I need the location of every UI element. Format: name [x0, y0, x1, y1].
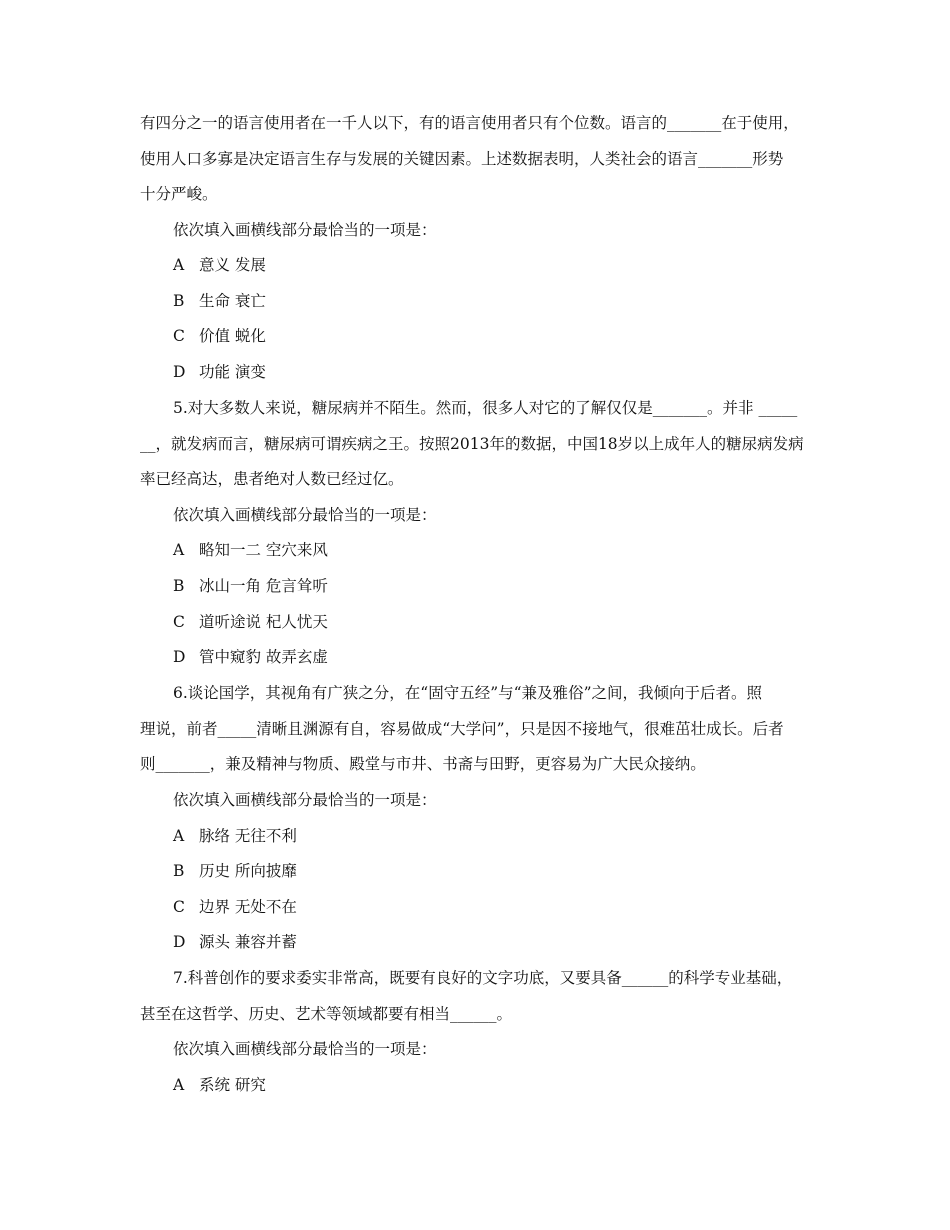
q4-stem-line-3: 十分严峻。 — [140, 185, 218, 203]
option-letter: D — [173, 648, 186, 666]
option-letter: A — [173, 1076, 185, 1094]
option-text: 管中窥豹 故弄玄虚 — [199, 648, 328, 666]
q6-stem-line-1: 6.谈论国学，其视角有广狭之分，在“固守五经”与“兼及雅俗”之间，我倾向于后者。照 — [173, 684, 762, 702]
option-letter: C — [173, 327, 185, 345]
option-text: 生命 衰亡 — [199, 292, 266, 310]
q7-stem-line-1: 7.科普创作的要求委实非常高，既要有良好的文字功底，又要具备______的科学专业基础， — [173, 969, 793, 987]
option-text: 略知一二 空穴来风 — [199, 541, 328, 559]
q5-option-c — [173, 611, 328, 633]
q6-option-a — [173, 825, 297, 847]
option-text: 功能 演变 — [199, 363, 266, 381]
option-letter: A — [173, 541, 185, 559]
q5-stem-line-3: 率已经高达，患者绝对人数已经过亿。 — [140, 470, 404, 488]
q4-option-b — [173, 290, 266, 312]
option-letter: C — [173, 898, 185, 916]
q7-prompt: 依次填入画横线部分最恰当的一项是： — [173, 1040, 437, 1058]
option-text: 源头 兼容并蓄 — [199, 933, 297, 951]
q5-option-a — [173, 539, 328, 561]
q7-stem-line-2: 甚至在这哲学、历史、艺术等领域都要有相当______。 — [140, 1005, 513, 1023]
option-letter: A — [173, 827, 185, 845]
option-letter: C — [173, 613, 185, 631]
option-letter: B — [173, 577, 185, 595]
option-text: 意义 发展 — [199, 256, 266, 274]
q6-prompt: 依次填入画横线部分最恰当的一项是： — [173, 791, 437, 809]
q4-stem-line-1: 有四分之一的语言使用者在一千人以下，有的语言使用者只有个位数。语言的_______在于使用， — [140, 114, 799, 132]
q5-option-b — [173, 575, 328, 597]
q4-stem-line-2: 使用人口多寡是决定语言生存与发展的关键因素。上述数据表明，人类社会的语言_______形势 — [140, 150, 784, 168]
option-letter: B — [173, 292, 185, 310]
q6-stem-line-3: 则_______，兼及精神与物质、殿堂与市井、书斋与田野，更容易为广大民众接纳。 — [140, 755, 706, 773]
q5-stem-line-2: __，就发病而言，糖尿病可谓疾病之王。按照2013年的数据，中国18岁以上成年人的糖尿病发病 — [140, 435, 804, 453]
q5-prompt: 依次填入画横线部分最恰当的一项是： — [173, 506, 437, 524]
q6-stem-line-2: 理说，前者_____清晰且渊源有自，容易做成“大学问”，只是因不接地气，很难茁壮成长。后者 — [140, 720, 784, 738]
option-letter: A — [173, 256, 185, 274]
option-letter: D — [173, 363, 186, 381]
option-text: 脉络 无往不利 — [199, 827, 297, 845]
option-text: 冰山一角 危言耸听 — [199, 577, 328, 595]
option-letter: B — [173, 862, 185, 880]
q6-option-b — [173, 860, 297, 882]
q4-option-c — [173, 325, 266, 347]
q6-option-c — [173, 896, 297, 918]
q4-option-d — [173, 361, 266, 383]
q5-option-d — [173, 646, 328, 668]
q4-option-a — [173, 254, 266, 276]
option-text: 价值 蜕化 — [199, 327, 266, 345]
option-text: 边界 无处不在 — [199, 898, 297, 916]
option-letter: D — [173, 933, 186, 951]
q7-option-a — [173, 1074, 266, 1096]
option-text: 道听途说 杞人忧天 — [199, 613, 328, 631]
option-text: 历史 所向披靡 — [199, 862, 297, 880]
q4-prompt: 依次填入画横线部分最恰当的一项是： — [173, 221, 437, 239]
q5-stem-line-1: 5.对大多数人来说，糖尿病并不陌生。然而，很多人对它的了解仅仅是_______。并非 _____ — [173, 399, 798, 417]
q6-option-d — [173, 931, 297, 953]
option-text: 系统 研究 — [199, 1076, 266, 1094]
